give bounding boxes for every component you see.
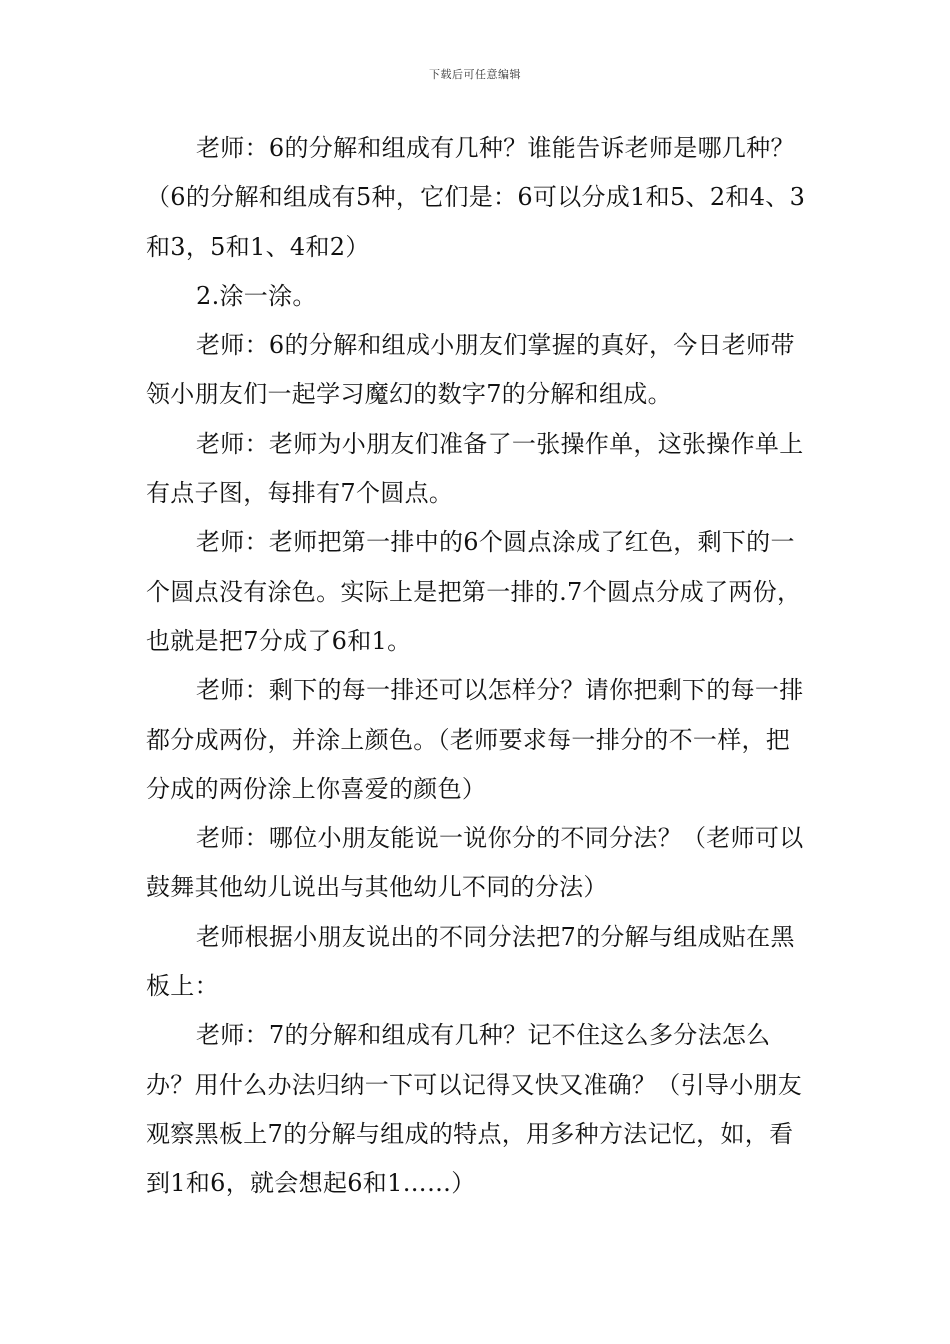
paragraph-different-methods: 老师：哪位小朋友能说一说你分的不同分法？（老师可以鼓舞其他幼儿说出与其他幼儿不同的分法） <box>146 824 804 902</box>
paragraph-answer-six: （6的分解和组成有5种，它们是：6可以分成1和5、2和4、3和3，5和1、4和2） <box>146 183 806 261</box>
document-body <box>146 124 810 1209</box>
paragraph-question-six: 老师：6的分解和组成有几种？谁能告诉老师是哪几种？ <box>196 134 795 162</box>
paragraph-remaining-rows: 老师：剩下的每一排还可以怎样分？请你把剩下的每一排都分成两份，并涂上颜色。（老师要求每一排分的不一样，把分成的两份涂上你喜爱的颜色） <box>146 676 804 803</box>
paragraph-blackboard: 老师根据小朋友说出的不同分法把7的分解与组成贴在黑板上： <box>146 922 795 1001</box>
paragraph-memorize: 老师：7的分解和组成有几种？记不住这么多分法怎么办？用什么办法归纳一下可以记得又快又准确？（引导小朋友观察黑板上7的分解与组成的特点，用多种方法记忆，如，看到1和6，就会想起6和1……） <box>146 1021 803 1198</box>
paragraph-intro-seven: 老师：6的分解和组成小朋友们掌握的真好，今日老师带领小朋友们一起学习魔幻的数字7的分解和组成。 <box>146 331 795 409</box>
paragraph-worksheet: 老师：老师为小朋友们准备了一张操作单，这张操作单上有点子图，每排有7个圆点。 <box>146 429 804 508</box>
paragraph-first-row: 老师：老师把第一排中的6个圆点涂成了红色，剩下的一个圆点没有涂色。实际上是把第一排的.7个圆点分成了两份，也就是把7分成了6和1。 <box>146 528 802 655</box>
page-header: 下载后可任意编辑 <box>429 68 521 81</box>
paragraph-section-heading: 2.涂一涂。 <box>196 281 317 310</box>
